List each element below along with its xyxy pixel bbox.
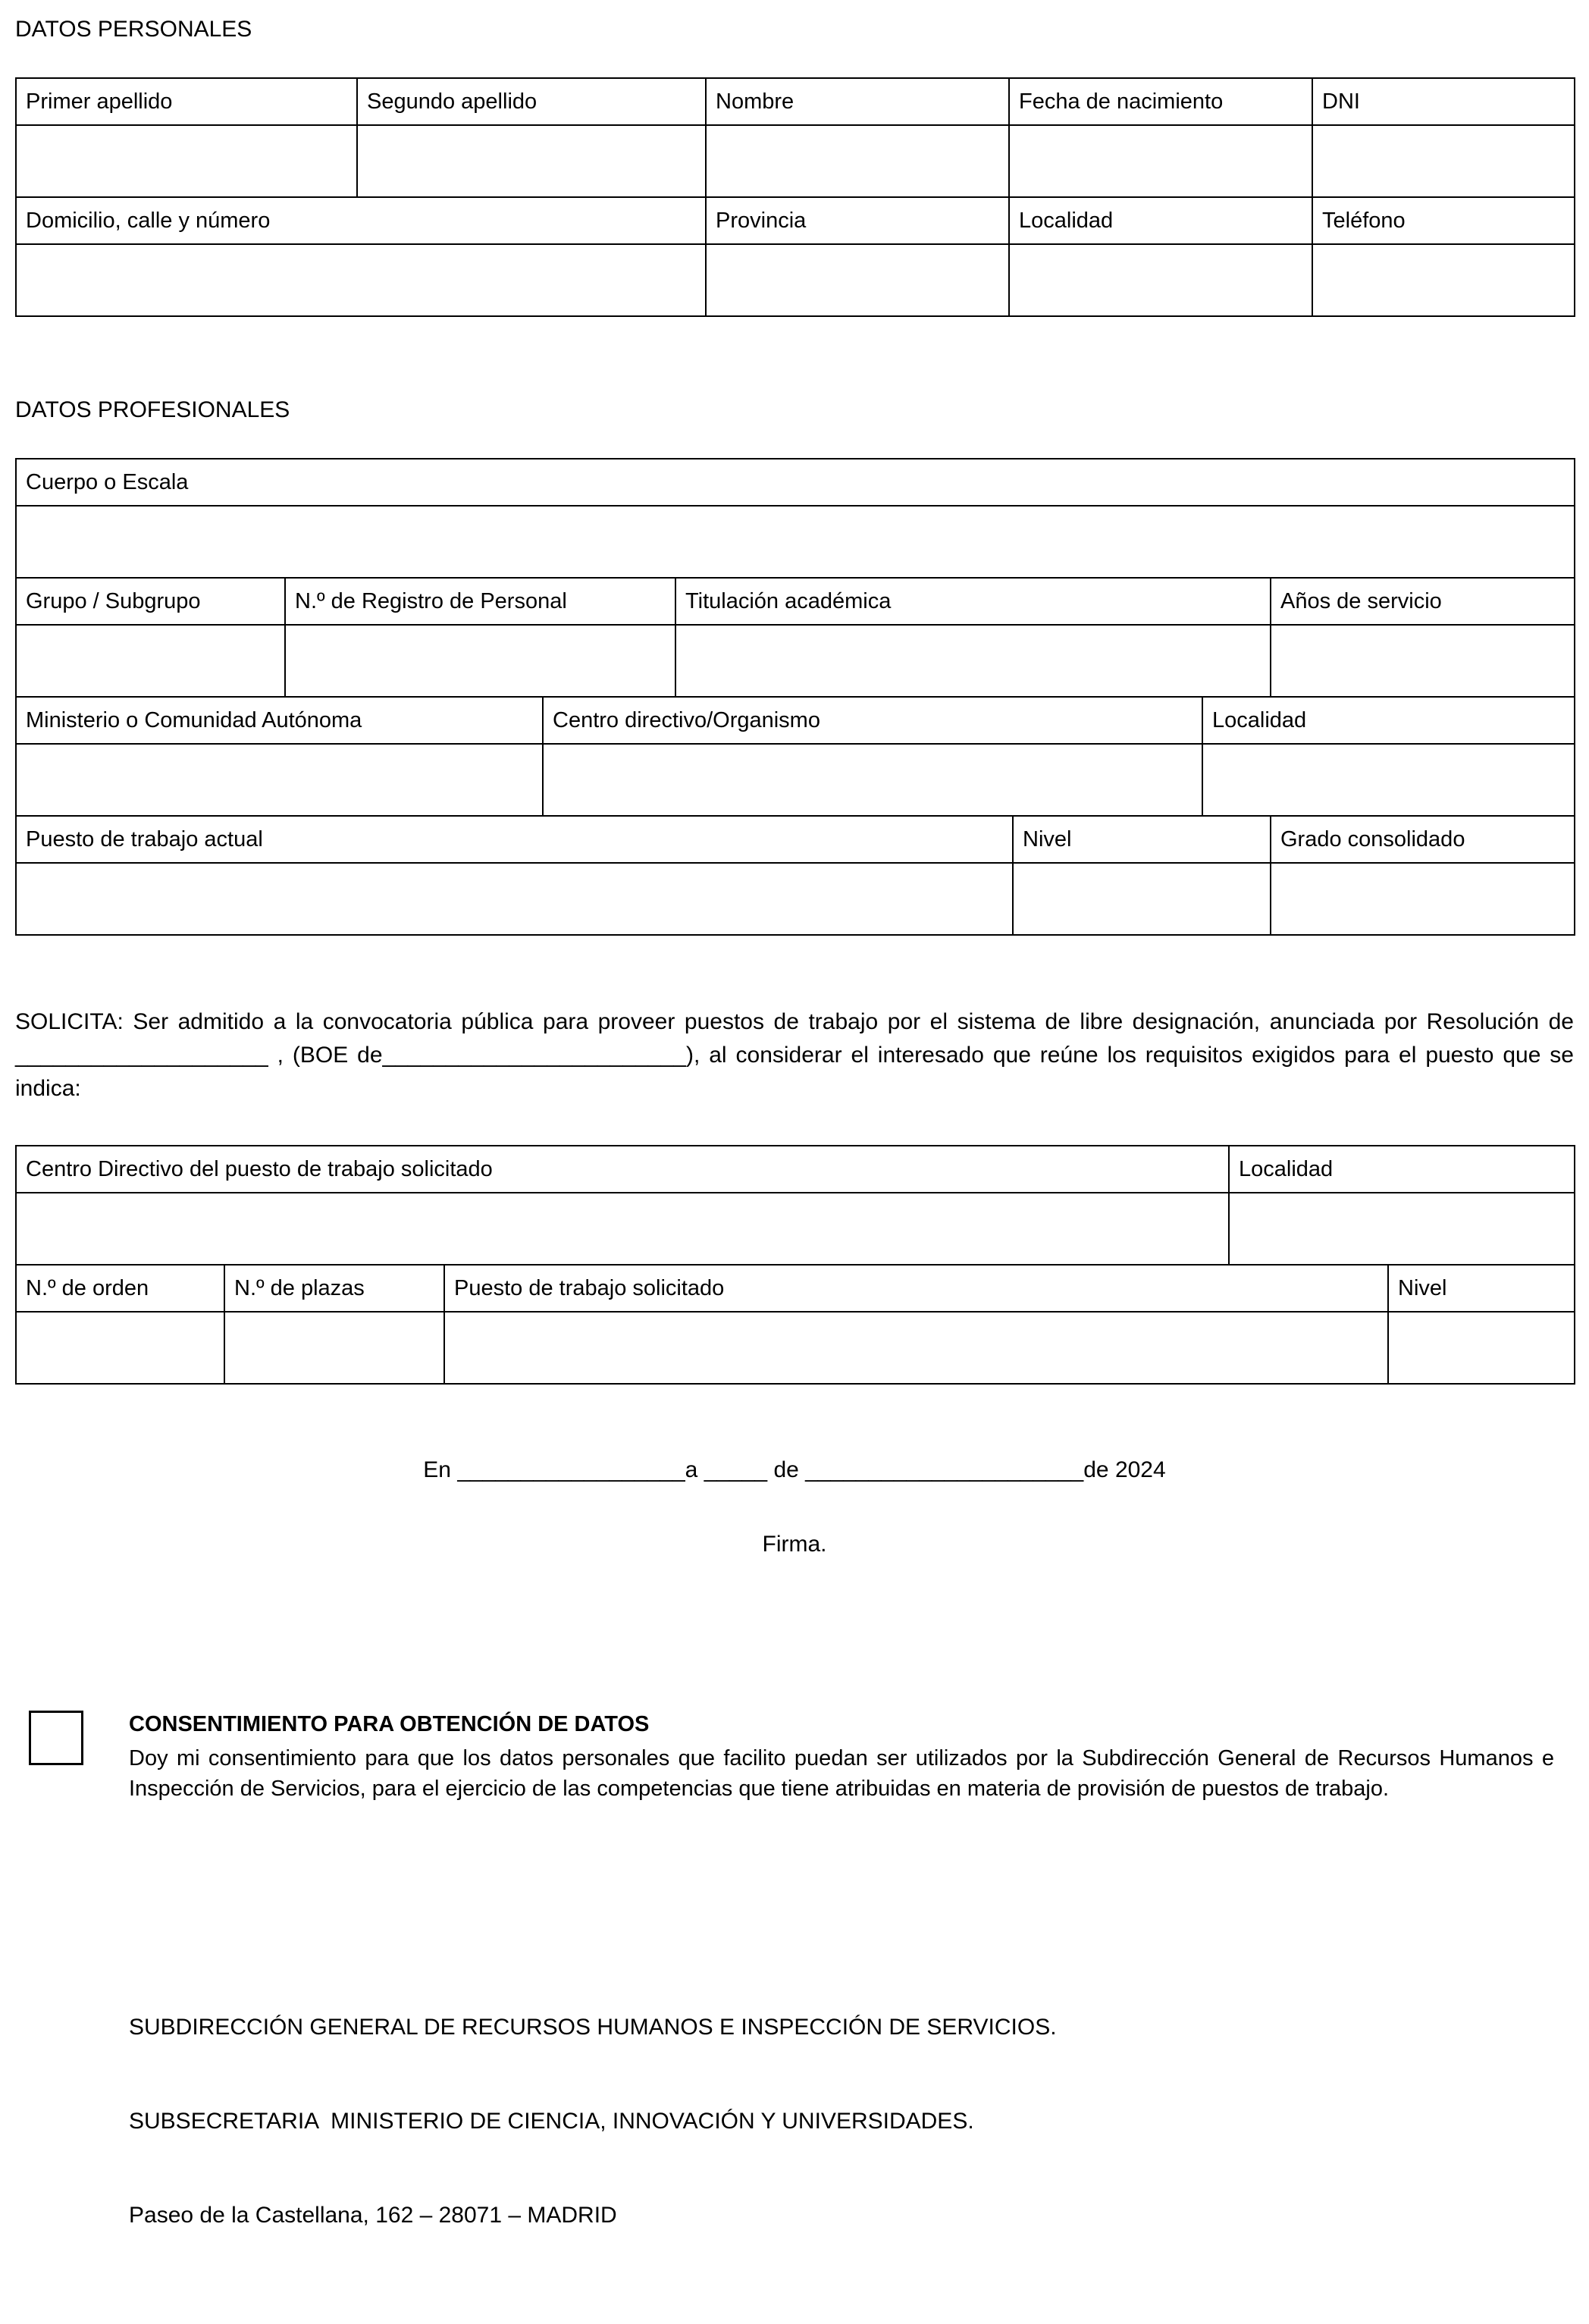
- label-nombre: Nombre: [706, 78, 1009, 125]
- field-centro-directivo[interactable]: [543, 744, 1202, 816]
- label-grado-consolidado: Grado consolidado: [1271, 816, 1575, 863]
- table-row: [16, 197, 1575, 244]
- label-localidad: Localidad: [1009, 197, 1312, 244]
- table-row: [16, 744, 1575, 816]
- table-row: [16, 125, 1575, 197]
- field-dni[interactable]: [1312, 125, 1575, 197]
- label-domicilio: Domicilio, calle y número: [16, 197, 706, 244]
- label-localidad-solicitada: Localidad: [1229, 1146, 1575, 1193]
- date-text-3: de: [767, 1457, 806, 1483]
- table-row: [16, 459, 1575, 506]
- resolucion-fecha-blank[interactable]: ____________________: [15, 1043, 268, 1068]
- label-grupo-subgrupo: Grupo / Subgrupo: [16, 578, 285, 625]
- section-title-datos-profesionales: DATOS PROFESIONALES: [15, 397, 290, 422]
- section-title-datos-personales: DATOS PERSONALES: [15, 17, 252, 42]
- solicita-text-3: ), al considerar el interesado que reúne los requisitos exigidos para el puesto que se indica:: [15, 1043, 1574, 1102]
- label-telefono: Teléfono: [1312, 197, 1575, 244]
- consent-title: CONSENTIMIENTO PARA OBTENCIÓN DE DATOS: [129, 1712, 650, 1737]
- label-fecha-nacimiento: Fecha de nacimiento: [1009, 78, 1312, 125]
- label-cuerpo-escala: Cuerpo o Escala: [16, 459, 1575, 506]
- datos-profesionales-table: [15, 458, 1575, 936]
- label-localidad-profesional: Localidad: [1202, 697, 1575, 744]
- table-row: [16, 1193, 1575, 1265]
- label-provincia: Provincia: [706, 197, 1009, 244]
- table-row: [16, 78, 1575, 125]
- label-numero-orden: N.º de orden: [16, 1265, 224, 1312]
- solicita-text-1: SOLICITA: Ser admitido a la convocatoria pública para proveer puestos de trabajo por el sistema de libre designación, anunciada por Resolución de: [15, 1009, 1574, 1034]
- consent-section: [15, 1709, 1574, 1805]
- table-row: [16, 1312, 1575, 1384]
- label-centro-directivo-solicitado: Centro Directivo del puesto de trabajo solicitado: [16, 1146, 1229, 1193]
- solicita-text-2: , (BOE de: [268, 1043, 383, 1068]
- field-localidad[interactable]: [1009, 244, 1312, 316]
- field-numero-orden[interactable]: [16, 1312, 224, 1384]
- field-ministerio-comunidad[interactable]: [16, 744, 543, 816]
- label-primer-apellido: Primer apellido: [16, 78, 357, 125]
- datos-personales-table: [15, 77, 1575, 317]
- table-row: [16, 244, 1575, 316]
- table-row: [16, 506, 1575, 578]
- mes-blank[interactable]: ______________________: [805, 1457, 1084, 1483]
- footer-line-2: SUBSECRETARIA MINISTERIO DE CIENCIA, INNOVACIÓN Y UNIVERSIDADES.: [129, 2109, 974, 2134]
- table-row: [16, 863, 1575, 935]
- field-puesto-actual[interactable]: [16, 863, 1013, 935]
- consent-body: Doy mi consentimiento para que los datos personales que facilito puedan ser utilizados por la Subdirección General de Recursos Humanos e Inspección de Servicios, para el ejercicio de las competencias que tiene atribuidas en materia de provisión de puestos de trabajo.: [129, 1745, 1554, 1802]
- table-row: [16, 816, 1575, 863]
- field-fecha-nacimiento[interactable]: [1009, 125, 1312, 197]
- label-numero-plazas: N.º de plazas: [224, 1265, 444, 1312]
- field-titulacion-academica[interactable]: [675, 625, 1271, 697]
- date-text-4: de 2024: [1083, 1457, 1166, 1483]
- field-domicilio[interactable]: [16, 244, 706, 316]
- field-registro-personal[interactable]: [285, 625, 675, 697]
- field-nivel-actual[interactable]: [1013, 863, 1271, 935]
- field-cuerpo-escala[interactable]: [16, 506, 1575, 578]
- label-ministerio-comunidad: Ministerio o Comunidad Autónoma: [16, 697, 543, 744]
- label-dni: DNI: [1312, 78, 1575, 125]
- table-row: [16, 625, 1575, 697]
- firma-label: Firma.: [762, 1532, 827, 1557]
- field-grupo-subgrupo[interactable]: [16, 625, 285, 697]
- dia-blank[interactable]: _____: [704, 1457, 768, 1483]
- consent-text-block: [129, 1709, 1554, 1805]
- date-text-2: a: [685, 1457, 704, 1483]
- field-anos-servicio[interactable]: [1271, 625, 1575, 697]
- field-puesto-solicitado[interactable]: [444, 1312, 1388, 1384]
- label-puesto-actual: Puesto de trabajo actual: [16, 816, 1013, 863]
- table-row: [16, 697, 1575, 744]
- solicita-paragraph: [15, 1005, 1574, 1106]
- field-segundo-apellido[interactable]: [357, 125, 706, 197]
- label-titulacion-academica: Titulación académica: [675, 578, 1271, 625]
- boe-fecha-blank[interactable]: ________________________: [382, 1043, 686, 1068]
- field-localidad-solicitada[interactable]: [1229, 1193, 1575, 1265]
- field-primer-apellido[interactable]: [16, 125, 357, 197]
- field-provincia[interactable]: [706, 244, 1009, 316]
- footer-line-1: SUBDIRECCIÓN GENERAL DE RECURSOS HUMANOS E INSPECCIÓN DE SERVICIOS.: [129, 2014, 1057, 2040]
- lugar-blank[interactable]: __________________: [457, 1457, 685, 1483]
- puesto-solicitado-table: [15, 1145, 1575, 1385]
- footer-address: [129, 1949, 1574, 2294]
- label-nivel-solicitado: Nivel: [1388, 1265, 1575, 1312]
- label-anos-servicio: Años de servicio: [1271, 578, 1575, 625]
- label-segundo-apellido: Segundo apellido: [357, 78, 706, 125]
- consent-checkbox[interactable]: [29, 1711, 83, 1765]
- field-nivel-solicitado[interactable]: [1388, 1312, 1575, 1384]
- field-grado-consolidado[interactable]: [1271, 863, 1575, 935]
- label-puesto-solicitado: Puesto de trabajo solicitado: [444, 1265, 1388, 1312]
- field-telefono[interactable]: [1312, 244, 1575, 316]
- field-centro-directivo-solicitado[interactable]: [16, 1193, 1229, 1265]
- field-numero-plazas[interactable]: [224, 1312, 444, 1384]
- table-row: [16, 1146, 1575, 1193]
- field-nombre[interactable]: [706, 125, 1009, 197]
- date-text-1: En: [423, 1457, 458, 1483]
- label-nivel-actual: Nivel: [1013, 816, 1271, 863]
- footer-line-3: Paseo de la Castellana, 162 – 28071 – MADRID: [129, 2203, 617, 2228]
- field-localidad-profesional[interactable]: [1202, 744, 1575, 816]
- label-registro-personal: N.º de Registro de Personal: [285, 578, 675, 625]
- table-row: [16, 578, 1575, 625]
- date-line: [15, 1457, 1574, 1483]
- table-row: [16, 1265, 1575, 1312]
- label-centro-directivo: Centro directivo/Organismo: [543, 697, 1202, 744]
